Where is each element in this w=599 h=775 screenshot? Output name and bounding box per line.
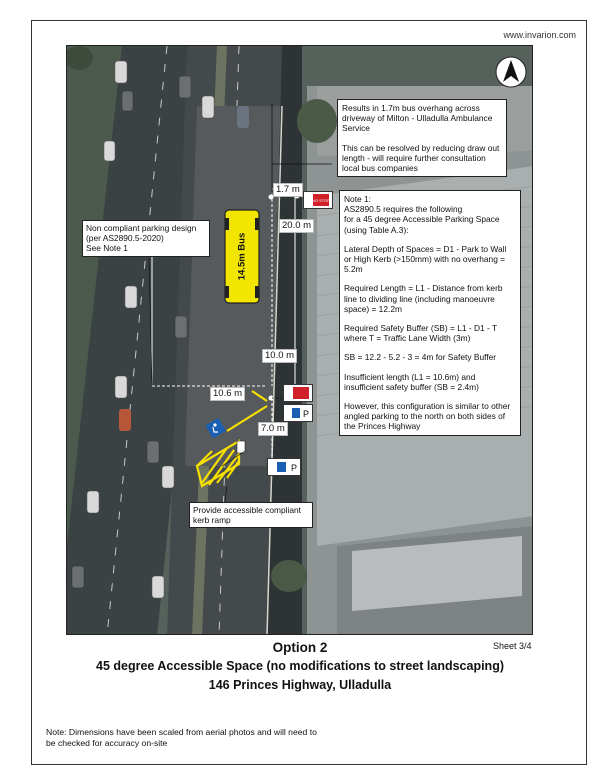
north-arrow-icon bbox=[495, 56, 527, 88]
overhang-text-1: Results in 1.7m bus overhang across driveway of Milton - Ulladulla Ambulance Service bbox=[342, 103, 493, 134]
dimension-overhang: 1.7 m bbox=[273, 183, 303, 197]
parking-sign-icon bbox=[283, 404, 313, 422]
no-stopping-sign-icon bbox=[303, 191, 333, 209]
page-address: 146 Princes Highway, Ulladulla bbox=[208, 678, 392, 692]
dimension-bus-length: 20.0 m bbox=[279, 219, 314, 233]
svg-text:P: P bbox=[290, 463, 298, 473]
note1-sb-calc: SB = 12.2 - 5.2 - 3 = 4m for Safety Buffer bbox=[344, 352, 497, 363]
website-url: www.invarion.com bbox=[503, 30, 576, 40]
note1-callout bbox=[339, 190, 521, 436]
note1-required-length: Required Length = L1 - Distance from kerb line to dividing line (including manoeuvre space) = 12.2m bbox=[344, 283, 503, 314]
footer-note: Note: Dimensions have been scaled from aerial photos and will need to be checked for accuracy on-site bbox=[46, 727, 317, 748]
note1-heading: Note 1: AS2890.5 requires the following for a 45 degree Accessible Parking Space (using Table A.3): bbox=[344, 194, 500, 235]
svg-text:P: P bbox=[302, 409, 310, 419]
note1-insufficient: Insufficient length (L1 = 10.6m) and insufficient safety buffer (SB = 2.4m) bbox=[344, 371, 479, 392]
parking-sign-icon bbox=[267, 458, 301, 476]
dimension-space: 7.0 m bbox=[258, 422, 288, 436]
overhang-callout bbox=[337, 99, 507, 177]
note1-lateral-depth: Lateral Depth of Spaces = D1 - Park to Wall or High Kerb (>150mm) with no overhang = 5.2m bbox=[344, 243, 507, 275]
svg-text:NO STOP: NO STOP bbox=[312, 198, 330, 203]
kerb-ramp-callout bbox=[189, 502, 313, 528]
page-subtitle: 45 degree Accessible Space (no modifications to street landscaping) bbox=[96, 659, 504, 673]
dimension-gap: 10.0 m bbox=[262, 349, 297, 363]
non-compliant-callout bbox=[82, 220, 210, 257]
dimension-depth: 10.6 m bbox=[210, 387, 245, 401]
note1-safety-buffer: Required Safety Buffer (SB) = L1 - D1 - T where T = Traffic Lane Width (3m) bbox=[344, 323, 497, 344]
bus-label: 14.5m Bus bbox=[236, 232, 248, 281]
kerb-ramp-text: Provide accessible compliant kerb ramp bbox=[193, 505, 301, 526]
page-title: Option 2 bbox=[272, 640, 328, 655]
non-compliant-text: Non compliant parking design (per AS2890.5-2020) See Note 1 bbox=[86, 223, 197, 254]
overhang-text-2: This can be resolved by reducing draw out length - will require further consultation local bus companies bbox=[342, 142, 500, 174]
no-stopping-sign-icon bbox=[283, 384, 313, 402]
note1-however: However, this configuration is similar to other angled parking to the north on both sides of the Princes Highway bbox=[344, 401, 511, 432]
sheet-number: Sheet 3/4 bbox=[493, 641, 532, 651]
